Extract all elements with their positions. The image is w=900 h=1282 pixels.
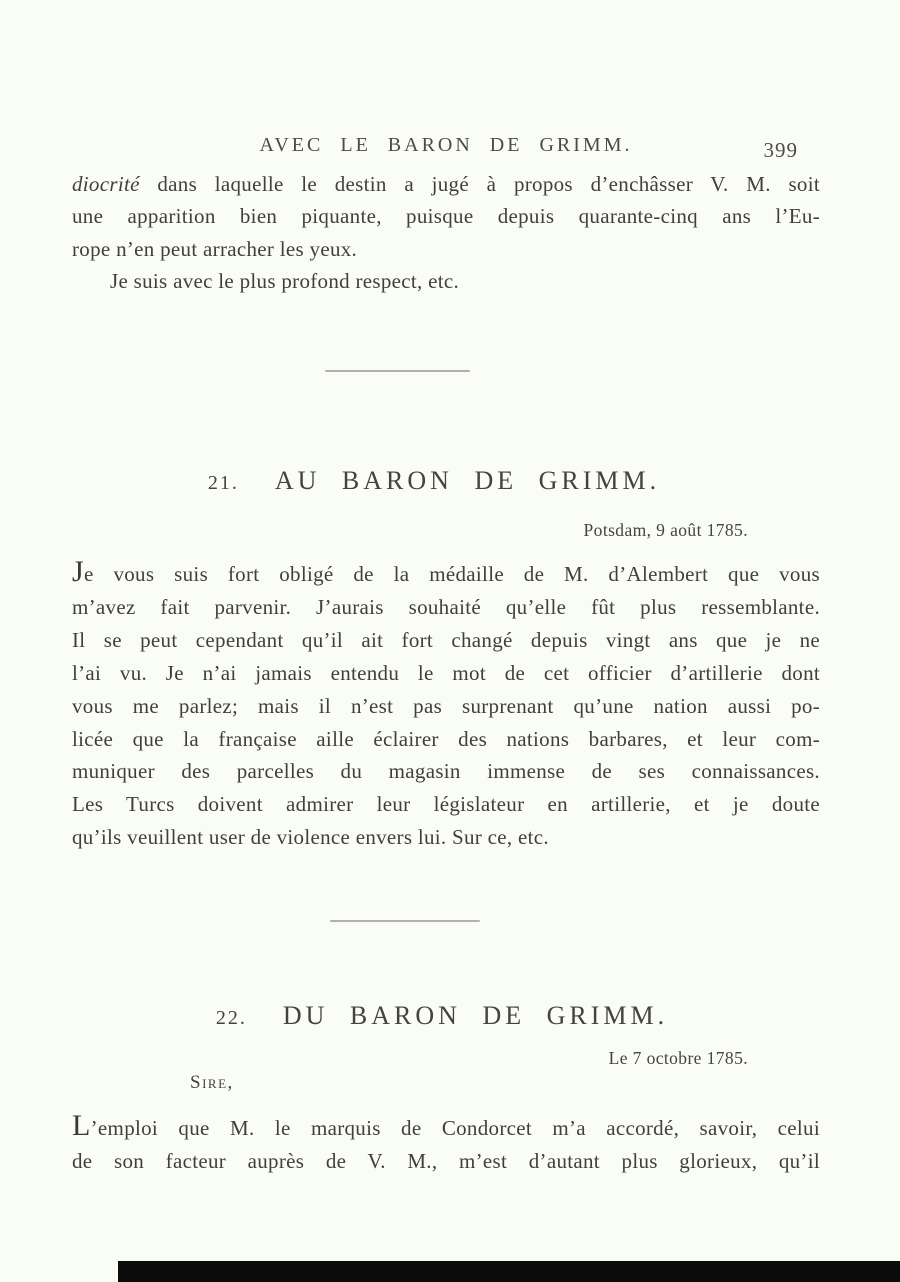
letter-21-line-7: muniquer des parcelles du magasin immense de ses connaissances. bbox=[72, 759, 820, 784]
letter-21-line-2: m’avez fait parvenir. J’aurais souhaité qu’elle fût plus ressemblante. bbox=[72, 594, 820, 619]
letter-21-line-5: vous me parlez; mais il n’est pas surprenant qu’une nation aussi po- bbox=[72, 693, 820, 718]
fragment-line-2: une apparition bien piquante, puisque depuis quarante-cinq ans l’Eu- bbox=[72, 204, 820, 229]
letter-22-initial: L bbox=[72, 1109, 91, 1142]
letter-21-line-1 bbox=[72, 555, 820, 591]
italic-lead-word: diocrité bbox=[72, 172, 140, 196]
letter-21-line-4: l’ai vu. Je n’ai jamais entendu le mot de cet officier d’artillerie dont bbox=[72, 660, 820, 685]
letter-22-line-2: de son facteur auprès de V. M., m’est d’autant plus glorieux, qu’il bbox=[72, 1149, 820, 1173]
letter-21-last-line: qu’ils veuillent user de violence envers lui. Sur ce, etc. bbox=[72, 825, 549, 850]
letter-22-dateline: Le 7 octobre 1785. bbox=[608, 1048, 748, 1068]
running-header bbox=[72, 134, 820, 157]
letter-21-initial: J bbox=[72, 555, 84, 588]
letter-22-title: DU BARON DE GRIMM. bbox=[282, 1001, 669, 1030]
page-number: 399 bbox=[763, 138, 798, 162]
fragment-line-1 bbox=[72, 168, 820, 200]
letter-22-salutation: Sire, bbox=[190, 1072, 234, 1093]
fragment-line-1-rest: dans laquelle le destin a jugé à propos d’enchâsser V. M. soit bbox=[139, 172, 820, 196]
letter-22-number: 22. bbox=[215, 1007, 247, 1029]
letter-22-paragraph bbox=[72, 1109, 820, 1178]
letter-21-number: 21. bbox=[207, 472, 239, 494]
letter-21-line-1-rest: e vous suis fort obligé de la médaille de M. d’Alembert que vous bbox=[83, 562, 820, 586]
letter-21-dateline: Potsdam, 9 août 1785. bbox=[583, 520, 748, 540]
letter-21-title: AU BARON DE GRIMM. bbox=[274, 466, 661, 495]
section-divider bbox=[325, 370, 470, 372]
letter-22-line-1-rest: ’emploi que M. le marquis de Condorcet m’a accordé, savoir, celui bbox=[90, 1116, 820, 1140]
fragment-paragraph bbox=[72, 168, 820, 298]
letter-22-heading bbox=[68, 1003, 816, 1029]
running-title: AVEC LE BARON DE GRIMM. bbox=[259, 134, 633, 156]
letter-21-line-8: Les Turcs doivent admirer leur législateur en artillerie, et je doute bbox=[72, 792, 820, 817]
letter-21-heading bbox=[60, 468, 808, 494]
fragment-closing-line: Je suis avec le plus profond respect, etc. bbox=[110, 269, 460, 294]
letter-21-paragraph bbox=[72, 555, 820, 854]
fragment-line-3: rope n’en peut arracher les yeux. bbox=[72, 236, 358, 261]
letter-22-line-1 bbox=[72, 1109, 820, 1145]
section-divider bbox=[330, 920, 480, 922]
scan-edge-bar bbox=[118, 1261, 900, 1282]
letter-21-line-3: Il se peut cependant qu’il ait fort changé depuis vingt ans que je ne bbox=[72, 627, 820, 652]
letter-21-line-6: licée que la française aille éclairer des nations barbares, et leur com- bbox=[72, 726, 820, 751]
